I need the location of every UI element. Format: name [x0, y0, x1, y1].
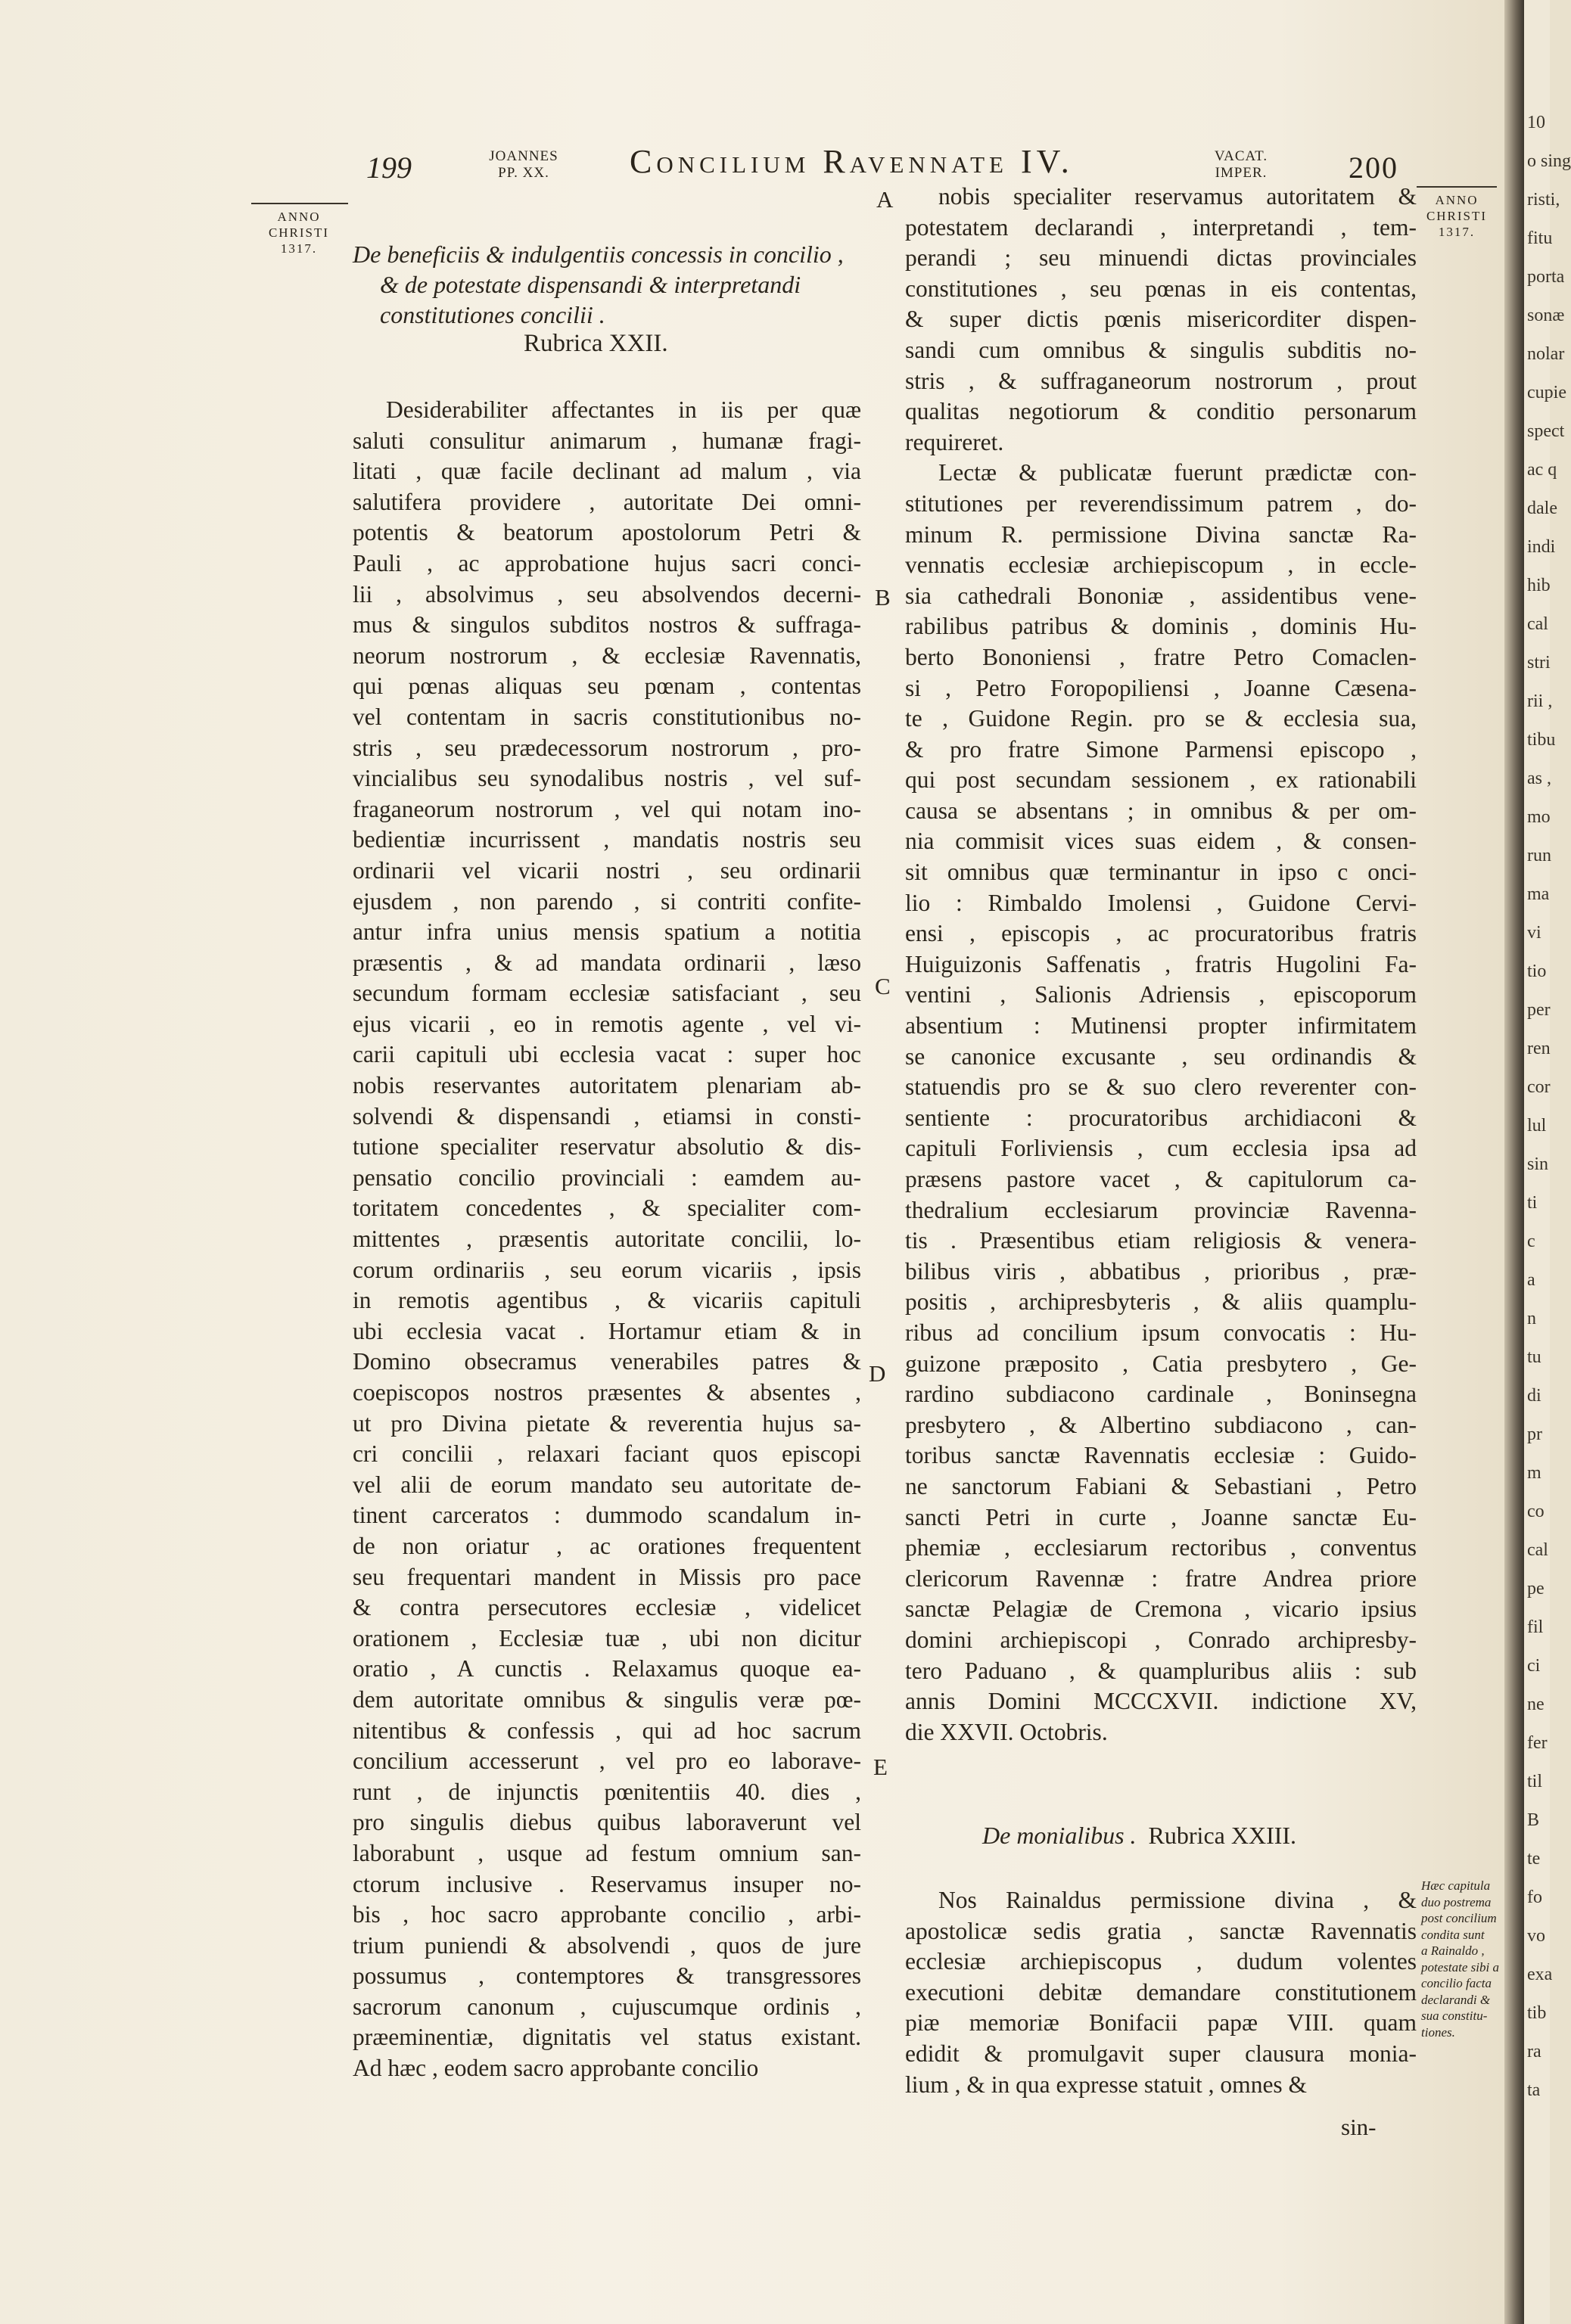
vacat-label-line2: IMPER. [1215, 165, 1268, 181]
year-note-left [250, 209, 348, 256]
margin-note-line: duo postrema [1421, 1894, 1492, 1909]
left-column-line: Desiderabiliter affectantes in iis per quæ [386, 396, 861, 423]
year-note-left-line3: 1317. [280, 241, 318, 256]
left-column-line: litati , quæ facile declinant ad malum , via [353, 458, 861, 485]
year-note-right [1417, 192, 1497, 240]
right-column-line: Lectæ & publicatæ fuerunt prædictæ con- [938, 459, 1417, 486]
left-column-line: ctorum inclusive . Reservamus insuper no- [353, 1870, 861, 1897]
left-column-line: solvendi & dispensandi , etiamsi in consti- [353, 1102, 861, 1129]
rubric-22-heading [353, 239, 844, 330]
right-column-line: constitutiones , seu pœnas in eis contentas, [905, 275, 1417, 302]
catchword: sin- [1341, 2114, 1377, 2140]
left-column-line: secundum formam ecclesiæ satisfaciant , seu [353, 980, 861, 1007]
facing-page-fragment: vo [1527, 1926, 1545, 1946]
facing-page-fragment: indi [1527, 537, 1556, 557]
left-column-line: ut pro Divina pietate & reverentia hujus sa- [353, 1409, 861, 1437]
right-column-line: guizone præposito , Catia presbytero , Ge- [905, 1350, 1417, 1377]
left-column-line: lii , absolvimus , seu absolvendos decerni- [353, 580, 861, 607]
facing-page-fragment: c [1527, 1232, 1535, 1251]
left-column-line: orationem , Ecclesiæ tuæ , ubi non dicitur [353, 1624, 861, 1651]
left-column-line: antur infra unius mensis spatium a notitia [353, 918, 861, 946]
margin-note-line: Hæc capitula [1421, 1878, 1491, 1893]
rubric-22-title-line: & de potestate dispensandi & interpretandi [380, 271, 801, 298]
right-column-line: Huiguizonis Saffenatis , fratris Hugolini Fa- [905, 950, 1417, 977]
facing-page-fragment: B [1527, 1810, 1540, 1830]
right-column-line: stitutiones per reverendissimum patrem , do- [905, 489, 1417, 517]
right-column-line: requireret. [905, 428, 1004, 455]
right-column-line: ne sanctorum Fabiani & Sebastiani , Petro [905, 1472, 1417, 1499]
right-column-line: sentiente : procuratoribus archidiaconi & [905, 1104, 1417, 1131]
left-column-line: bis , hoc sacro approbante concilio , arbi- [353, 1901, 861, 1928]
section-letter-b: B [875, 584, 891, 611]
page-number-right: 200 [1349, 151, 1398, 185]
left-column-line: vel contentam in sacris constitutionibus no- [353, 703, 861, 730]
left-column-line: fraganeorum nostrorum , vel qui notam ino- [353, 795, 861, 822]
right-column-line: presbytero , & Albertino subdiacono , can- [905, 1411, 1417, 1438]
facing-page-fragment: sonæ [1527, 306, 1565, 325]
left-column-line: mittentes , præsentis autoritate concilii, lo- [353, 1226, 861, 1253]
right-column-line: lium , & in qua expresse statuit , omnes & [905, 2071, 1308, 2098]
facing-page-fragment: n [1527, 1309, 1536, 1328]
side-rule-left [251, 203, 348, 204]
facing-page-fragment: di [1527, 1386, 1541, 1406]
facing-page-fragment: te [1527, 1849, 1541, 1869]
left-column-line: vel alii de eorum mandato seu autoritate de- [353, 1471, 861, 1498]
left-column-line: salutifera providere , autoritate Dei omni- [353, 488, 861, 515]
rubric-23-heading [982, 1822, 1296, 1850]
rubric-22-label: Rubrica XXII. [524, 330, 668, 357]
section-letter-e: E [873, 1754, 888, 1780]
facing-page-fragment: ci [1527, 1656, 1541, 1676]
facing-page-fragment: per [1527, 1000, 1551, 1020]
left-column-line: Pauli , ac approbatione hujus sacri conci- [353, 549, 861, 576]
facing-page-fragment: ta [1527, 2080, 1541, 2100]
facing-page-fragment: pr [1527, 1425, 1542, 1444]
left-column-line: dem autoritate omnibus & singulis veræ pœ- [353, 1686, 861, 1713]
right-column-line: minum R. permissione Divina sanctæ Ra- [905, 520, 1417, 548]
left-column-text [353, 395, 861, 2084]
facing-page-edge [1524, 0, 1571, 2324]
left-column-line: trium puniendi & absolvendi , quos de jure [353, 1931, 861, 1959]
left-column-line: carii capituli ubi ecclesia vacat : super hoc [353, 1041, 861, 1068]
facing-page-fragment: fil [1527, 1617, 1544, 1637]
facing-page-fragment: ma [1527, 884, 1550, 904]
facing-page-fragment: exa [1527, 1965, 1553, 1984]
facing-page-fragment: as , [1527, 769, 1551, 788]
left-column-line: & contra persecutores ecclesiæ , videlicet [353, 1594, 861, 1621]
right-column-line: statuendis pro se & suo clero reverenter con- [905, 1073, 1417, 1101]
margin-note-line: declarandi & [1421, 1992, 1491, 2007]
right-column-line: executioni debitæ demandare constitutionem [905, 1978, 1417, 2006]
right-column-line: annis Domini MCCCXVII. indictione XV, [905, 1688, 1417, 1715]
margin-note-line: post concilium [1421, 1911, 1497, 1925]
left-column-line: tutione specialiter reservatur absolutio & dis- [353, 1133, 861, 1160]
right-column-line: bilibus viris , abbatibus , prioribus , præ- [905, 1257, 1417, 1285]
page-number-left: 199 [366, 151, 412, 185]
year-note-right-line2: CHRISTI [1426, 209, 1488, 223]
right-column-line: ventini , Salionis Adriensis , episcoporum [905, 981, 1417, 1008]
left-column-line: pro singulis diebus quibus laboraverunt vel [353, 1809, 861, 1836]
left-column-line: ejusdem , non parendo , si contriti confite- [353, 887, 861, 915]
margin-note-line: condita sunt [1421, 1927, 1485, 1942]
right-column-line: perandi ; seu minuendi dictas provinciales [905, 244, 1417, 272]
facing-page-fragment: tib [1527, 2003, 1547, 2023]
left-column-line: potentis & beatorum apostolorum Petri & [353, 519, 861, 546]
facing-page-fragment: hib [1527, 576, 1551, 595]
left-column-line: præeminentiæ, dignitatis vel status existant. [353, 2024, 861, 2051]
right-column-line: nia commisit vices suas eidem , & consen- [905, 828, 1417, 855]
right-column-line: ecclesiæ archiepiscopus , dudum volentes [905, 1948, 1417, 1975]
rubric-22-title-line: De beneficiis & indulgentiis concessis in concilio , [353, 241, 844, 268]
right-column-line: si , Petro Foropopiliensi , Joanne Cæsena- [905, 674, 1417, 701]
right-column-line: ribus ad concilium ipsum convocatis : Hu- [905, 1319, 1417, 1346]
margin-note-line: a Rainaldo , [1421, 1943, 1485, 1958]
facing-page-fragment: dale [1527, 499, 1557, 518]
margin-note [1421, 1878, 1499, 2040]
left-column-line: possumus , contemptores & transgressores [353, 1962, 861, 1990]
facing-page-fragment: co [1527, 1502, 1545, 1521]
left-column-line: vincialibus seu synodalibus nostris , vel suf- [353, 765, 861, 792]
left-column-line: bedientiæ incurrissent , mandatis nostris seu [353, 826, 861, 853]
left-column-line: ejus vicarii , eo in remotis agente , vel vi- [353, 1010, 861, 1037]
right-column-line: potestatem declarandi , interpretandi , tem- [905, 213, 1417, 241]
right-column-line: capituli Forliviensis , cum ecclesia ipsa ad [905, 1135, 1417, 1162]
right-column-line: clericorum Ravennæ : fratre Andrea priore [905, 1564, 1417, 1592]
facing-page-fragment: a [1527, 1270, 1535, 1290]
right-column-line: piæ memoriæ Bonifacii papæ VIII. quam [905, 2009, 1417, 2037]
facing-page-fragment: lul [1527, 1116, 1547, 1136]
rubric-23-title: De monialibus . [982, 1822, 1137, 1849]
left-column-line: tinent carceratos : dummodo scandalum in- [353, 1502, 861, 1529]
facing-page-fragment: cal [1527, 614, 1548, 634]
right-column-line: apostolicæ sedis gratia , sanctæ Ravennatis [905, 1917, 1417, 1944]
vacat-label-line1: VACAT. [1214, 148, 1268, 164]
right-column-line: berto Bononiensi , fratre Petro Comaclen- [905, 643, 1417, 670]
year-note-right-line3: 1317. [1438, 225, 1476, 239]
left-column-line: toritatem concedentes , & specialiter com- [353, 1195, 861, 1222]
left-column-line: neorum nostrorum , & ecclesiæ Ravennatis, [353, 642, 861, 669]
margin-note-line: sua constitu- [1421, 2009, 1488, 2023]
left-column-line: saluti consulitur animarum , humanæ fragi- [353, 427, 861, 454]
running-title: Concilium Ravennate IV. [630, 143, 1074, 180]
right-column-line: stris , & suffraganeorum nostrorum , prout [905, 367, 1417, 394]
right-column-line: nobis specialiter reservamus autoritatem & [938, 183, 1417, 210]
right-column-line: thedralium ecclesiarum provinciæ Ravenna- [905, 1196, 1417, 1223]
right-column-line: domini archiepiscopi , Conrado archipresby- [905, 1626, 1417, 1653]
facing-page-fragment: o sing [1527, 151, 1571, 171]
rubric-23-label: Rubrica XXIII. [1148, 1822, 1297, 1849]
rubric-22-title-line: constitutiones concilii . [380, 301, 605, 328]
left-column-line: runt , de injunctis pœnitentiis 40. dies , [353, 1778, 861, 1805]
facing-page-fragment: tio [1527, 962, 1547, 981]
facing-page-fragment: fer [1527, 1733, 1548, 1753]
margin-note-line: potestate sibi a [1421, 1959, 1499, 1974]
facing-page-fragment: risti, [1527, 190, 1560, 210]
right-column-line: lio : Rimbaldo Imolensi , Guidone Cervi- [905, 889, 1417, 916]
left-column-line: stris , seu prædecessorum nostrorum , pro- [353, 734, 861, 761]
left-column-line: nobis reservantes autoritatem plenariam ab- [353, 1072, 861, 1099]
left-column-line: in remotis agentibus , & vicariis capituli [353, 1287, 861, 1314]
right-column-line: absentium : Mutinensi propter infirmitatem [905, 1012, 1417, 1039]
facing-page-fragment: rii , [1527, 691, 1553, 711]
left-column-line: concilium accesserunt , vel pro eo laborave- [353, 1748, 861, 1775]
facing-page-fragment: ac q [1527, 460, 1557, 480]
facing-page-fragment: cal [1527, 1540, 1548, 1560]
right-column-line: & pro fratre Simone Parmensi episcopo , [905, 735, 1417, 763]
facing-page-fragment: til [1527, 1772, 1543, 1791]
facing-page-fragment: spect [1527, 421, 1565, 441]
section-letter-a: A [876, 186, 894, 213]
left-column-line: Domino obsecramus venerabiles patres & [353, 1348, 861, 1375]
facing-page-fragment: stri [1527, 653, 1551, 673]
right-column-text-1 [905, 182, 1417, 1748]
left-column-line: præsentis , & ad mandata ordinarii , læso [353, 949, 861, 976]
facing-page-fragment: 10 [1527, 113, 1545, 132]
side-rule-right [1417, 186, 1497, 188]
left-column-line: seu frequentari mandent in Missis pro pace [353, 1563, 861, 1590]
left-column-line: ubi ecclesia vacat . Hortamur etiam & in [353, 1317, 861, 1344]
left-column-line: pensatio concilio provinciali : eamdem au- [353, 1164, 861, 1191]
pope-label-line1: JOANNES [489, 148, 558, 164]
left-column-line: de non oriatur , ac orationes frequentent [353, 1532, 861, 1559]
right-column-line: sia cathedrali Bononiæ , assidentibus vene- [905, 582, 1417, 609]
facing-page-fragment: ti [1527, 1193, 1538, 1213]
right-column-line: phemiæ , ecclesiarum rectoribus , conventus [905, 1534, 1417, 1561]
facing-page-fragment: ren [1527, 1039, 1551, 1058]
facing-page-fragment: pe [1527, 1579, 1545, 1599]
facing-page-fragment: nolar [1527, 344, 1565, 364]
right-column-line: Nos Rainaldus permissione divina , & [938, 1887, 1417, 1913]
facing-page-fragment: m [1527, 1463, 1541, 1483]
right-column-line: causa se absentans ; in omnibus & per om- [905, 797, 1417, 824]
left-column-line: corum ordinariis , seu eorum vicariis , ipsis [353, 1256, 861, 1283]
year-note-left-line2: CHRISTI [268, 225, 330, 240]
right-column-line: sanctæ Pelagiæ de Cremona , vicario ipsius [905, 1595, 1417, 1623]
right-column-line: sit omnibus quæ terminantur in ipso c onci- [905, 859, 1417, 886]
left-column-line: sacrorum canonum , cujuscumque ordinis , [353, 1993, 861, 2020]
right-column-line: rabilibus patribus & dominis , dominis Hu- [905, 613, 1417, 640]
section-letter-c: C [875, 973, 891, 999]
right-column-line: sandi cum omnibus & singulis subditis no- [905, 336, 1417, 363]
left-column-line: coepiscopos nostros præsentes & absentes , [353, 1379, 861, 1406]
margin-note-line: concilio facta [1421, 1976, 1492, 1990]
right-column-line: tero Paduano , & quampluribus aliis : sub [905, 1657, 1417, 1684]
facing-page-fragment: cupie [1527, 383, 1566, 402]
facing-page-fragment: cor [1527, 1077, 1551, 1097]
section-letter-d: D [869, 1360, 886, 1387]
year-note-right-line1: ANNO [1435, 193, 1479, 207]
right-column-line: & super dictis pœnis misericorditer dispen- [905, 306, 1417, 333]
right-column-line: se canonice excusante , seu ordinandis & [905, 1042, 1417, 1070]
year-note-left-line1: ANNO [277, 210, 321, 224]
facing-page-fragment: porta [1527, 267, 1565, 287]
facing-page-fragment: mo [1527, 807, 1551, 827]
facing-page-fragment: sin [1527, 1154, 1549, 1174]
right-column-line: toribus sanctæ Ravennatis ecclesiæ : Guido- [905, 1442, 1417, 1469]
left-column-line: ordinarii vel vicarii nostri , seu ordinarii [353, 856, 861, 884]
left-column-line: laborabunt , usque ad festum omnium san- [353, 1839, 861, 1866]
pope-label-line2: PP. XX. [498, 165, 549, 181]
left-column-line: nitentibus & confessis , qui ad hoc sacrum [353, 1717, 861, 1744]
right-column-line: qualitas negotiorum & conditio personarum [905, 398, 1417, 425]
right-column-line: præsens pastore vacet , & capitulorum ca- [905, 1166, 1417, 1192]
right-column-line: qui post secundam sessionem , ex rationabili [905, 766, 1417, 794]
right-column-text-2 [905, 1885, 1417, 2100]
right-column-line: sancti Petri in curte , Joanne sanctæ Eu- [905, 1503, 1417, 1530]
right-column-line: positis , archipresbyteris , & aliis quamplu- [905, 1288, 1417, 1316]
vacat-label [1196, 148, 1286, 182]
facing-page-fragment: fitu [1527, 228, 1553, 248]
book-gutter [1504, 0, 1524, 2324]
left-column-line: oratio , A cunctis . Relaxamus quoque ea- [353, 1655, 861, 1682]
facing-page-fragment: tibu [1527, 730, 1556, 750]
facing-page-fragment: tu [1527, 1347, 1541, 1367]
facing-page-fragment: vi [1527, 923, 1541, 943]
left-column-line: cri concilii , relaxari faciant quos episcopi [353, 1440, 861, 1468]
right-column-line: edidit & promulgavit super clausura monia- [905, 2040, 1417, 2067]
left-column-line: qui pœnas aliquas seu pœnam , contentas [353, 673, 861, 700]
right-column-line: ensi , episcopis , ac procuratoribus fratris [905, 920, 1417, 947]
right-column-line: die XXVII. Octobris. [905, 1718, 1108, 1745]
facing-page-fragment: run [1527, 846, 1551, 865]
pope-label [478, 148, 569, 182]
right-column-line: vennatis ecclesiæ archiepiscopum , in eccle- [905, 551, 1417, 579]
facing-page-fragment: fo [1527, 1887, 1542, 1907]
facing-page-fragment: ne [1527, 1695, 1545, 1714]
left-column-line: mus & singulos subditos nostros & suffraga- [353, 611, 861, 638]
margin-note-line: tiones. [1421, 2024, 1455, 2040]
facing-page-fragment: ra [1527, 2042, 1541, 2061]
left-column-line: Ad hæc , eodem sacro approbante concilio [353, 2055, 759, 2082]
right-column-line: tis . Præsentibus etiam religiosis & venera- [905, 1227, 1417, 1254]
right-column-line: rardino subdiacono cardinale , Boninsegna [905, 1381, 1417, 1408]
right-column-line: te , Guidone Regin. pro se & ecclesia sua, [905, 705, 1417, 732]
